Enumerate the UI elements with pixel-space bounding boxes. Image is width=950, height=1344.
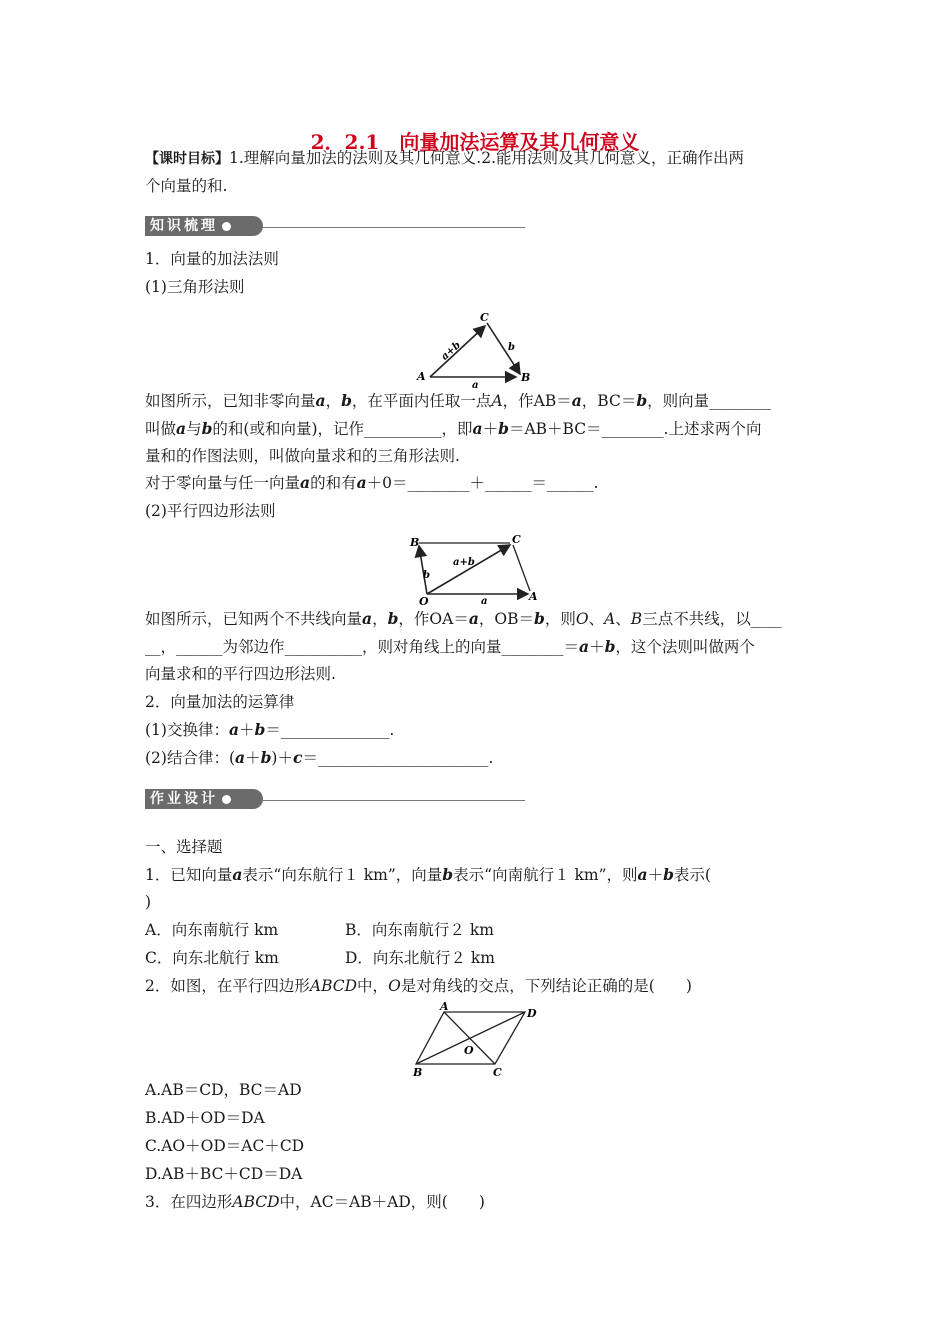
- para-triangle-2: 叫做a与b的和(或和向量)，记作__________，即a＋b＝AB＋BC＝________.上述求两个向: [145, 419, 762, 438]
- objective-label: 【课时目标】: [145, 151, 229, 167]
- q1-option-a: A．向东南航行 km: [145, 921, 279, 939]
- q2-option-c: C.AO＋OD＝AC＋CD: [145, 1137, 305, 1155]
- vector-b-arrow: [487, 323, 520, 374]
- point-d-label: D: [527, 1007, 537, 1020]
- divider: [263, 800, 525, 801]
- point-a-label: A: [417, 370, 426, 383]
- q1-option-c: C．向东北航行 km: [145, 949, 279, 967]
- heading-triangle-rule: (1)三角形法则: [145, 278, 245, 296]
- parallelogram-abcd-diagram: [408, 1002, 543, 1080]
- question-1: 1．已知向量a表示“向东航行１ km”，向量b表示“向南航行１ km”，则a＋b表示(: [145, 865, 711, 884]
- law-commutative: (1)交换律：a＋b＝______________.: [145, 720, 395, 739]
- point-o-label: O: [464, 1044, 474, 1057]
- para-parallelogram-1: 如图所示，已知两个不共线向量a，b，作OA＝a，OB＝b，则O、A、B三点不共线，以____: [145, 609, 782, 628]
- point-a-label: A: [529, 590, 538, 603]
- question-2: 2．如图，在平行四边形ABCD中，O是对角线的交点，下列结论正确的是( ): [145, 977, 692, 995]
- q2-option-b: B.AD＋OD＝DA: [145, 1109, 265, 1127]
- q1-option-d: D．向东北航行２ km: [345, 949, 495, 967]
- section-knowledge-label: 知识梳理: [150, 218, 218, 234]
- point-o-label: O: [419, 595, 429, 608]
- bullet-dot-icon: [222, 222, 231, 231]
- question-3: 3．在四边形ABCD中，AC＝AB＋AD，则( ): [145, 1193, 485, 1211]
- page-title: 2．2.1 向量加法运算及其几何意义: [310, 130, 640, 154]
- vector-b-label: b: [508, 342, 515, 353]
- vector-oc-arrow: [427, 545, 510, 594]
- point-c-label: C: [493, 1066, 502, 1079]
- objective-line-2: 个向量的和.: [145, 177, 228, 195]
- para-parallelogram-3: 向量求和的平行四边形法则.: [145, 665, 336, 683]
- divider: [263, 227, 525, 228]
- point-c-label: C: [512, 533, 521, 546]
- point-b-label: B: [521, 371, 531, 384]
- q1-option-b: B．向东南航行２ km: [345, 921, 494, 939]
- para-triangle-1: 如图所示，已知非零向量a，b，在平面内任取一点A，作AB＝a，BC＝b，则向量________: [145, 391, 772, 410]
- heading-parallelogram-rule: (2)平行四边形法则: [145, 502, 276, 520]
- parallelogram-diagram: [405, 528, 550, 608]
- objective-line-1: 【课时目标】1.理解向量加法的法则及其几何意义.2.能用法则及其几何意义，正确作出两: [145, 149, 745, 167]
- heading-choice-questions: 一、选择题: [145, 838, 223, 856]
- q2-option-d: D.AB＋BC＋CD＝DA: [145, 1165, 303, 1183]
- heading-operation-laws: 2．向量加法的运算律: [145, 693, 295, 711]
- law-associative: (2)结合律：(a＋b)＋c＝______________________.: [145, 748, 494, 767]
- point-b-label: B: [413, 1066, 423, 1079]
- section-homework-label: 作业设计: [150, 791, 218, 807]
- point-a-label: A: [440, 1002, 449, 1013]
- point-b-label: B: [410, 536, 420, 549]
- heading-addition-rules: 1．向量的加法法则: [145, 250, 279, 268]
- bullet-dot-icon: [222, 795, 231, 804]
- para-triangle-3: 量和的作图法则，叫做向量求和的三角形法则.: [145, 447, 460, 465]
- vector-a-label: a: [481, 596, 488, 607]
- question-1-paren: ): [145, 893, 152, 911]
- para-parallelogram-2: __，______为邻边作__________，则对角线上的向量________＝a＋b，这个法则叫做两个: [145, 637, 755, 656]
- para-zero-vector: 对于零向量与任一向量a的和有a＋0＝________＋______＝______.: [145, 473, 599, 492]
- edge-ca: [513, 545, 530, 591]
- triangle-diagram: [412, 306, 542, 392]
- q2-option-a: A.AB＝CD，BC＝AD: [145, 1081, 302, 1099]
- vector-b-label: b: [423, 570, 430, 581]
- vector-a-label: a: [472, 380, 479, 391]
- point-c-label: C: [480, 311, 489, 324]
- vector-sum-label: a+b: [439, 339, 463, 363]
- vector-sum-label: a+b: [453, 557, 475, 568]
